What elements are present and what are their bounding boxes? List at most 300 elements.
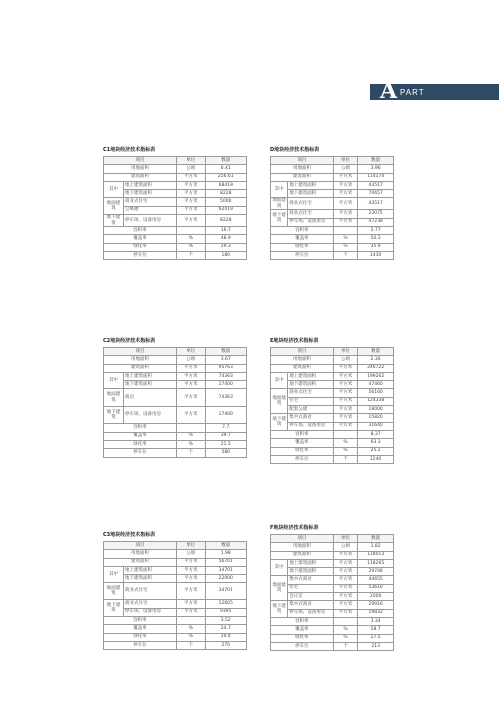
cell-label: 停车场、设备用房 [288, 218, 334, 226]
group-label: 地面建筑 [104, 583, 124, 600]
cell-unit: 个 [176, 641, 205, 649]
table-row [271, 543, 394, 551]
table-title: F地块经济技术指标表 [270, 525, 319, 531]
cell-label: 地上建筑面积 [124, 181, 177, 189]
cell-unit: 平方米 [333, 568, 358, 576]
cell-value: 9395 [205, 608, 246, 616]
cell-label: 地下建筑面积 [124, 575, 177, 583]
cell-label: 停车位 [104, 251, 177, 259]
cell-unit: 平方米 [333, 397, 358, 405]
cell-label: 覆盖率 [271, 626, 334, 634]
table-row [104, 441, 247, 449]
cell-label: 集中式商业 [288, 414, 334, 422]
table-row [104, 583, 247, 600]
cell-value: 21.5 [205, 441, 246, 449]
cell-unit: 平方米 [176, 381, 205, 389]
spec-table [270, 156, 394, 260]
table-row [271, 634, 394, 642]
group-label: 地面建筑 [271, 576, 288, 601]
header-item: 项目 [271, 157, 334, 165]
cell-label: 停车场、设备用房 [288, 422, 334, 430]
header-value: 数量 [205, 542, 246, 550]
cell-value: 1240 [358, 455, 394, 463]
table-row [104, 235, 247, 243]
cell-value: 15820 [358, 414, 394, 422]
table-row [271, 642, 394, 650]
table-row [271, 551, 394, 559]
table-header-row [271, 535, 394, 543]
table-row [104, 432, 247, 440]
cell-value: 199262 [358, 372, 394, 380]
cell-value: 50.3 [358, 235, 394, 243]
table-row [271, 568, 394, 576]
cell-value: 68419 [205, 181, 246, 189]
cell-label: 建筑面积 [104, 558, 177, 566]
cell-label: 配套公建 [288, 406, 334, 414]
group-label: 地面建筑 [104, 389, 124, 407]
table-row [271, 181, 394, 189]
table-row [104, 424, 247, 432]
cell-value: 58.7 [358, 626, 394, 634]
cell-unit: 平方米 [176, 173, 205, 181]
cell-label: 覆盖率 [104, 235, 177, 243]
cell-unit: % [176, 625, 205, 633]
cell-value: 39.7 [205, 432, 246, 440]
cell-value: 3.34 [358, 617, 394, 625]
cell-unit: 平方米 [176, 198, 205, 206]
group-label: 其中 [271, 181, 288, 198]
table-row [271, 584, 394, 592]
cell-label: 容积率 [271, 430, 334, 438]
cell-unit [333, 617, 358, 625]
table-row [104, 215, 247, 227]
table-row [271, 243, 394, 251]
cell-label: 商业式住宅 [288, 198, 334, 210]
cell-unit: 平方米 [176, 181, 205, 189]
table-header-row [104, 157, 247, 165]
cell-unit: 平方米 [333, 381, 358, 389]
group-label: 其中 [104, 372, 124, 389]
cell-label: 集中式商业 [288, 576, 334, 584]
cell-value: 3.67 [205, 356, 246, 364]
cell-label: 停车场、设备用房 [124, 407, 177, 424]
cell-label: 地下建筑面积 [288, 568, 334, 576]
header-value: 数量 [358, 348, 394, 356]
table-title: E地块经济技术指标表 [270, 338, 319, 344]
cell-value: 8.37 [358, 430, 394, 438]
cell-value: 22000 [205, 575, 246, 583]
table-row [104, 181, 247, 189]
table-row [104, 617, 247, 625]
cell-unit: 平方米 [176, 372, 205, 380]
group-label: 地下建筑 [104, 600, 124, 617]
cell-unit: 平方米 [333, 218, 358, 226]
table-row [271, 389, 394, 397]
cell-unit: 平方米 [176, 215, 205, 227]
cell-value: 180 [205, 251, 246, 259]
table-row [104, 206, 247, 214]
cell-value: 25.2 [358, 447, 394, 455]
table-row [104, 575, 247, 583]
cell-value: 56160 [358, 389, 394, 397]
cell-label: 停车位 [104, 641, 177, 649]
cell-unit: 平方米 [333, 551, 358, 559]
cell-value: 27.5 [358, 634, 394, 642]
cell-unit: % [176, 441, 205, 449]
cell-unit: 平方米 [333, 601, 358, 609]
table-row [271, 617, 394, 625]
cell-unit: % [176, 243, 205, 251]
cell-unit: 平方米 [333, 406, 358, 414]
table-header-row [104, 348, 247, 356]
cell-value: 7.7 [205, 424, 246, 432]
cell-unit [176, 227, 205, 235]
cell-label: 住宅 [288, 397, 334, 405]
table-row [104, 550, 247, 558]
spec-table [103, 541, 247, 650]
cell-label: 用地面积 [271, 543, 334, 551]
cell-label: 容积率 [271, 227, 334, 235]
cell-unit: % [333, 439, 358, 447]
cell-label: 用地面积 [104, 165, 177, 173]
table-row [271, 397, 394, 405]
table-row [104, 566, 247, 574]
cell-unit: 公顷 [333, 356, 358, 364]
cell-unit: % [333, 634, 358, 642]
cell-label: 用地面积 [271, 165, 334, 173]
cell-value: 19832 [358, 609, 394, 617]
table-row [104, 165, 247, 173]
table-c3 [103, 531, 247, 650]
cell-label: 容积率 [104, 227, 177, 235]
cell-value: 95763 [205, 364, 246, 372]
cell-value: 31640 [358, 422, 394, 430]
group-label: 地下建筑 [271, 210, 288, 227]
cell-unit: % [333, 447, 358, 455]
cell-value: 53610 [358, 584, 394, 592]
cell-unit: 公顷 [176, 165, 205, 173]
cell-label: 绿化率 [271, 243, 334, 251]
cell-value: 17400 [205, 381, 246, 389]
cell-unit: % [333, 243, 358, 251]
cell-label: 建筑面积 [104, 173, 177, 181]
spec-table [103, 347, 247, 458]
cell-unit: % [333, 626, 358, 634]
cell-value: 8228 [205, 190, 246, 198]
cell-label: 建筑面积 [271, 364, 334, 372]
cell-unit: 平方米 [333, 584, 358, 592]
header-item: 项目 [271, 535, 334, 543]
cell-value: 2.77 [358, 227, 394, 235]
table-row [271, 218, 394, 226]
table-d [270, 146, 394, 260]
cell-unit: 平方米 [333, 190, 358, 198]
table-row [271, 593, 394, 601]
header-item: 项目 [104, 542, 177, 550]
cell-unit: 平方米 [333, 422, 358, 430]
spec-table [270, 347, 394, 464]
cell-label: 建筑面积 [271, 173, 334, 181]
header-unit: 单位 [333, 157, 358, 165]
table-row [104, 389, 247, 407]
cell-value: 43517 [358, 181, 394, 189]
cell-unit: 平方米 [176, 364, 205, 372]
cell-unit: 平方米 [333, 389, 358, 397]
cell-label: 容积率 [104, 617, 177, 625]
cell-value: 5000 [205, 198, 246, 206]
table-row [104, 372, 247, 380]
cell-value: 3.52 [205, 617, 246, 625]
cell-value: 1.82 [358, 543, 394, 551]
cell-value: 29916 [358, 601, 394, 609]
cell-label: 绿化率 [104, 441, 177, 449]
cell-value: 35.9 [358, 243, 394, 251]
cell-value: 6.41 [205, 165, 246, 173]
table-row [104, 243, 247, 251]
table-row [104, 381, 247, 389]
table-f [270, 524, 394, 651]
cell-value: 114174 [358, 173, 394, 181]
cell-value: 29.3 [205, 243, 246, 251]
cell-label: 地下建筑面积 [288, 190, 334, 198]
table-row [104, 356, 247, 364]
table-row [271, 414, 394, 422]
cell-unit: 平方米 [333, 364, 358, 372]
cell-unit: 平方米 [176, 575, 205, 583]
cell-unit: % [176, 432, 205, 440]
cell-unit: 平方米 [333, 576, 358, 584]
cell-unit: 个 [176, 251, 205, 259]
header-value: 数量 [205, 348, 246, 356]
cell-unit: 个 [333, 642, 358, 650]
table-row [271, 198, 394, 210]
table-row [271, 173, 394, 181]
cell-unit: 平方米 [333, 198, 358, 210]
cell-value: 124338 [358, 397, 394, 405]
cell-unit: 平方米 [333, 414, 358, 422]
cell-label: 停车位 [271, 251, 334, 259]
table-row [104, 633, 247, 641]
cell-unit: 平方米 [176, 206, 205, 214]
cell-label: 绿化率 [104, 633, 177, 641]
cell-value: 118013 [358, 551, 394, 559]
table-row [104, 227, 247, 235]
cell-label: 集中式商业 [288, 601, 334, 609]
cell-label: 会议室 [288, 593, 334, 601]
cell-label: 绿化率 [271, 634, 334, 642]
cell-label: 覆盖率 [104, 432, 177, 440]
cell-label: 停车位 [104, 449, 177, 457]
group-label: 地下建筑 [271, 601, 288, 618]
table-row [104, 600, 247, 608]
cell-label: 绿化率 [271, 447, 334, 455]
cell-label: 地上建筑面积 [288, 181, 334, 189]
cell-value: 34701 [205, 566, 246, 574]
cell-label: 地上建筑面积 [124, 372, 177, 380]
cell-value: 12605 [205, 600, 246, 608]
cell-value: 18000 [358, 406, 394, 414]
cell-value: 47238 [358, 218, 394, 226]
header-value: 数量 [358, 157, 394, 165]
cell-label: 住宅 [288, 584, 334, 592]
group-label: 地面建筑 [272, 198, 286, 209]
table-row [104, 558, 247, 566]
table-row [104, 251, 247, 259]
cell-unit: 平方米 [176, 600, 205, 608]
cell-label: 覆盖率 [271, 235, 334, 243]
group-label: 其中 [104, 566, 124, 583]
table-row [271, 422, 394, 430]
table-row [104, 641, 247, 649]
cell-label: 用地面积 [104, 550, 177, 558]
cell-value: 2000 [358, 593, 394, 601]
group-label: 地面建筑 [104, 198, 124, 215]
cell-label: 停车场、设备用房 [288, 609, 334, 617]
table-row [271, 190, 394, 198]
cell-value: 62419 [205, 206, 246, 214]
table-row [271, 406, 394, 414]
table-row [271, 227, 394, 235]
table-header-row [271, 157, 394, 165]
cell-value: 23075 [358, 210, 394, 218]
cell-unit: % [333, 235, 358, 243]
cell-unit: 平方米 [333, 609, 358, 617]
table-title: C3地块经济技术指标表 [103, 532, 156, 538]
table-row [271, 609, 394, 617]
cell-value: 2.36 [358, 356, 394, 364]
table-row [271, 372, 394, 380]
part-letter: A [380, 78, 398, 104]
table-row [271, 364, 394, 372]
cell-label: 商业式住宅 [124, 600, 177, 608]
table-row [104, 449, 247, 457]
header-unit: 单位 [176, 157, 205, 165]
cell-value: 16.7 [205, 227, 246, 235]
cell-label: 覆盖率 [104, 625, 177, 633]
cell-value: 1430 [358, 251, 394, 259]
table-header-row [271, 348, 394, 356]
cell-unit: 公顷 [176, 550, 205, 558]
table-row [271, 430, 394, 438]
table-e [270, 337, 394, 464]
cell-unit: 平方米 [333, 372, 358, 380]
cell-label: 建筑面积 [271, 551, 334, 559]
cell-unit: 平方米 [333, 173, 358, 181]
cell-unit: 平方米 [176, 190, 205, 198]
cell-unit [176, 617, 205, 625]
table-row [104, 364, 247, 372]
cell-value: 24.7 [205, 625, 246, 633]
cell-value: 20.4 [205, 633, 246, 641]
table-row [104, 407, 247, 424]
table-row [271, 210, 394, 218]
cell-value: 74363 [205, 372, 246, 380]
group-label: 地下建筑 [104, 215, 124, 227]
cell-unit: % [176, 235, 205, 243]
table-c1 [103, 146, 247, 260]
cell-unit: 公顷 [333, 165, 358, 173]
table-row [271, 381, 394, 389]
table-header-row [104, 542, 247, 550]
table-row [104, 608, 247, 616]
table-row [104, 173, 247, 181]
cell-unit: 平方米 [333, 559, 358, 567]
cell-label: 停车场、设备用房 [124, 608, 177, 616]
group-label: 地下建筑 [271, 414, 288, 431]
cell-unit: 个 [333, 455, 358, 463]
cell-value: 44655 [358, 576, 394, 584]
table-row [271, 455, 394, 463]
cell-label: 商业式住宅 [288, 389, 334, 397]
cell-label: 公寓楼 [124, 206, 177, 214]
cell-label: 停车位 [271, 642, 334, 650]
cell-unit: 个 [176, 449, 205, 457]
cell-unit: 平方米 [176, 407, 205, 424]
cell-unit [333, 227, 358, 235]
table-row [271, 251, 394, 259]
cell-label: 覆盖率 [271, 439, 334, 447]
header-value: 数量 [205, 157, 246, 165]
group-label: 其中 [271, 559, 288, 576]
spec-table [103, 156, 247, 260]
cell-value: 74363 [205, 389, 246, 407]
cell-label: 绿化率 [104, 243, 177, 251]
cell-label: 地下建筑面积 [124, 190, 177, 198]
cell-unit: 平方米 [176, 558, 205, 566]
table-row [271, 447, 394, 455]
cell-unit: 平方米 [333, 210, 358, 218]
group-label: 地面建筑 [271, 389, 288, 414]
cell-value: 256.61 [205, 173, 246, 181]
cell-unit: 个 [333, 251, 358, 259]
group-label: 其中 [104, 181, 124, 198]
cell-label: 地下建筑面积 [288, 381, 334, 389]
cell-value: 1.98 [205, 550, 246, 558]
cell-label: 容积率 [271, 617, 334, 625]
header-unit: 单位 [333, 535, 358, 543]
table-title: D地块经济技术指标表 [270, 147, 320, 153]
cell-unit [176, 424, 205, 432]
part-word: PART [400, 88, 425, 97]
cell-unit: 平方米 [176, 608, 205, 616]
header-value: 数量 [358, 535, 394, 543]
group-label: 地下建筑 [104, 407, 124, 424]
cell-unit: 平方米 [176, 583, 205, 600]
cell-value: 63.3 [358, 439, 394, 447]
cell-label: 停车场、设备用房 [124, 215, 177, 227]
cell-label: 地上建筑面积 [288, 559, 334, 567]
cell-unit: 公顷 [333, 543, 358, 551]
cell-value: 56701 [205, 558, 246, 566]
header-item: 项目 [104, 157, 177, 165]
cell-unit [333, 430, 358, 438]
cell-value: 213 [358, 642, 394, 650]
cell-label: 用地面积 [104, 356, 177, 364]
cell-value: 246722 [358, 364, 394, 372]
header-item: 项目 [271, 348, 334, 356]
cell-label: 商店 [124, 389, 177, 407]
cell-value: 580 [205, 449, 246, 457]
cell-value: 47460 [358, 381, 394, 389]
cell-value: 8228 [205, 215, 246, 227]
cell-value: 118265 [358, 559, 394, 567]
cell-value: 70657 [358, 190, 394, 198]
table-row [104, 625, 247, 633]
table-row [271, 626, 394, 634]
header-unit: 单位 [176, 542, 205, 550]
cell-label: 地下建筑面积 [124, 381, 177, 389]
table-row [271, 601, 394, 609]
